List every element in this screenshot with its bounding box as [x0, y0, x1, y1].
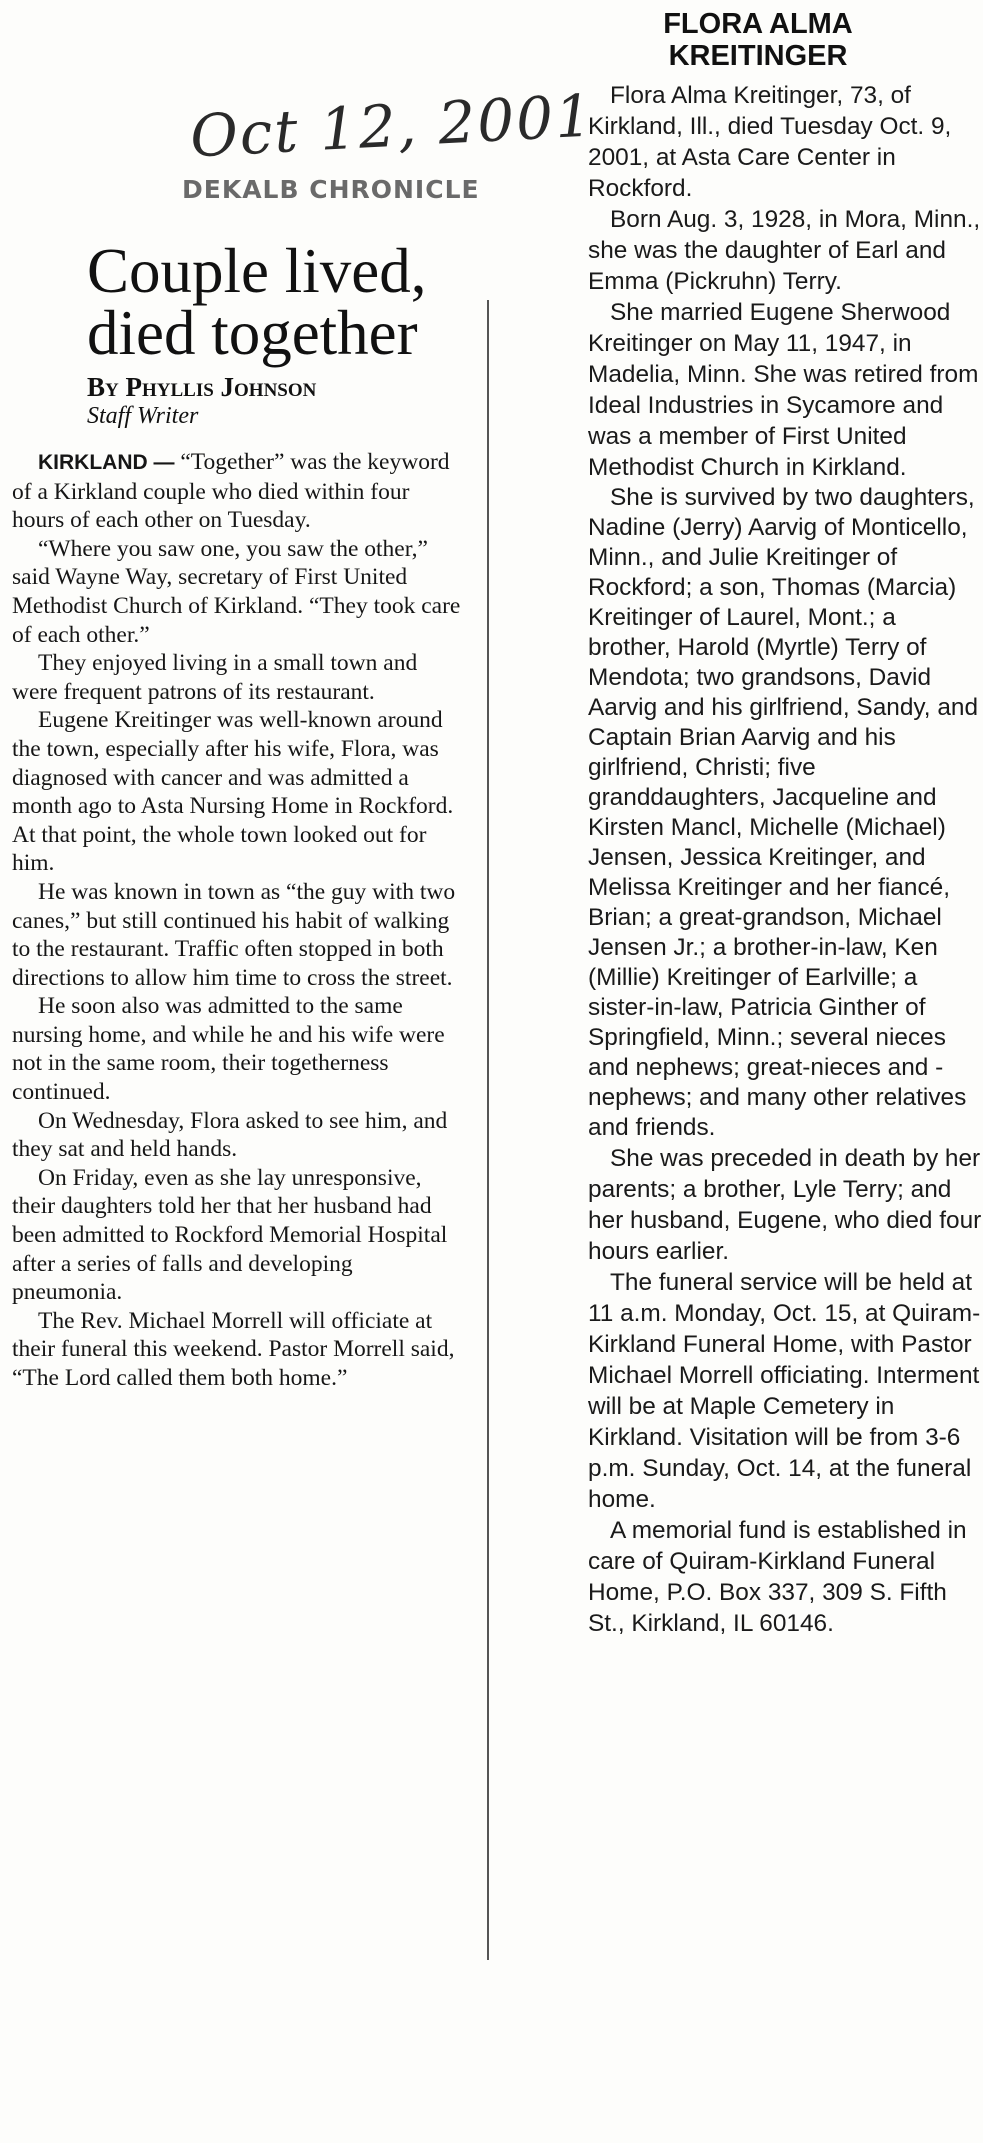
story-paragraph: He was known in town as “the guy with two canes,” but still continued his habit of walking to the restaurant. Traffic often stopped in both directions to allow him time to cross the street.	[12, 878, 456, 991]
obituary-paragraph: Flora Alma Kreitinger, 73, of Kirkland, Ill., died Tuesday Oct. 9, 2001, at Asta Care Center in Rockford.	[588, 82, 952, 202]
obituary-body	[588, 80, 983, 1639]
obituary-paragraph: The funeral service will be held at 11 a.m. Monday, Oct. 15, at Quiram-Kirkland Funeral Home, with Pastor Michael Morrell officiating. Interment will be at Maple Cemetery in Kirkland. Visitation will be from 3-6 p.m. Sunday, Oct. 14, at the funeral home.	[588, 1269, 981, 1513]
byline: By Phyllis Johnson	[87, 372, 317, 402]
story-lead-paragraph	[12, 448, 462, 535]
dateline: KIRKLAND —	[38, 451, 175, 474]
obituary-title-line: FLORA ALMA	[663, 8, 853, 40]
story-paragraph: On Friday, even as she lay unresponsive, their daughters told her that her husband had been admitted to Rockford Memorial Hospital after a series of falls and developing pneumonia.	[12, 1164, 448, 1306]
story-headline: Couple lived, died together	[87, 236, 427, 368]
publication-masthead: DEKALB CHRONICLE	[182, 175, 480, 204]
story-paragraph: “Where you saw one, you saw the other,” said Wayne Way, secretary of First United Methodist Church of Kirkland. “They took care of each other.”	[12, 535, 461, 648]
story-paragraph: On Wednesday, Flora asked to see him, and they sat and held hands.	[12, 1107, 448, 1163]
story-body	[12, 448, 462, 1393]
obituary-paragraph: A memorial fund is established in care of Quiram-Kirkland Funeral Home, P.O. Box 337, 309 S. Fifth St., Kirkland, IL 60146.	[588, 1517, 967, 1637]
story-paragraph: The Rev. Michael Morrell will officiate at their funeral this weekend. Pastor Morrell said, “The Lord called them both home.”	[12, 1307, 455, 1391]
story-paragraph: Eugene Kreitinger was well-known around the town, especially after his wife, Flora, was diagnosed with cancer and was admitted a month ago to Asta Nursing Home in Rockford. At that point, the whole town looked out for him.	[12, 707, 454, 877]
story-lead: “Together” was the keyword of a Kirkland couple who died within four hours of each other on Tuesday.	[12, 449, 450, 534]
handwritten-date: Oct 12, 2001	[188, 81, 596, 171]
obituary-paragraph: She is survived by two daughters, Nadine (Jerry) Aarvig of Monticello, Minn., and Julie Kreitinger of Rockford; a son, Thomas (Marcia) Kreitinger of Laurel, Mont.; a brother, Harold (Myrtle) Terry of Mendota; two grandsons, David Aarvig and his girlfriend, Sandy, and Captain Brian Aarvig and his girlfriend, Christi; five granddaughters, Jacqueline and Kirsten Mancl, Michelle (Michael) Jensen, Jessica Kreitinger, and Melissa Kreitinger and her fiancé, Brian; a great-grandson, Michael Jensen Jr.; a brother-in-law, Ken (Millie) Kreitinger of Earlville; a sister-in-law, Patricia Ginther of Springfield, Minn.; several nieces and nephews; great-nieces and -nephews; and many other relatives and friends.	[588, 484, 979, 1141]
obituary-title	[588, 8, 928, 72]
obituary	[588, 8, 983, 1639]
story-paragraph: They enjoyed living in a small town and were frequent patrons of its restaurant.	[12, 650, 418, 705]
obituary-title-line: KREITINGER	[668, 40, 848, 72]
obituary-paragraph: Born Aug. 3, 1928, in Mora, Minn., she was the daughter of Earl and Emma (Pickruhn) Terry.	[588, 206, 981, 295]
byline-title: Staff Writer	[87, 403, 199, 429]
obituary-paragraph: She was preceded in death by her parents; a brother, Lyle Terry; and her husband, Eugene, who died four hours earlier.	[588, 1145, 982, 1265]
news-story	[12, 236, 462, 1393]
obituary-paragraph: She married Eugene Sherwood Kreitinger on May 11, 1947, in Madelia, Minn. She was retired from Ideal Industries in Sycamore and was a member of First United Methodist Church in Kirkland.	[588, 299, 979, 481]
story-paragraph: He soon also was admitted to the same nursing home, and while he and his wife were not in the same room, their togetherness continued.	[12, 993, 445, 1106]
column-divider	[487, 300, 489, 1960]
